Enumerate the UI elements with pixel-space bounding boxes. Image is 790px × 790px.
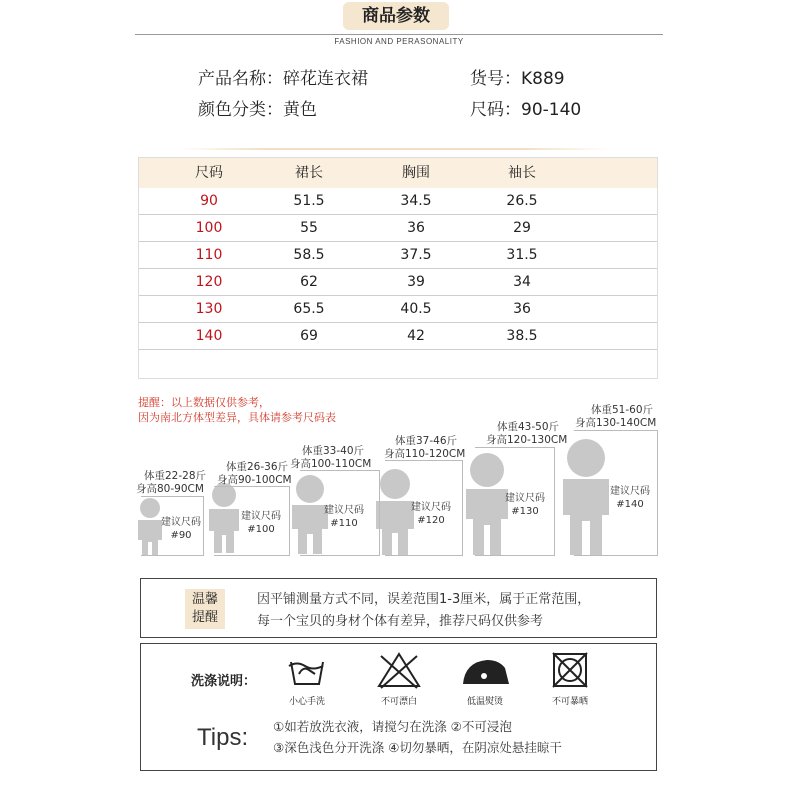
low-iron-caption: 低温熨烫 (466, 697, 503, 707)
page-title: 商品参数 (343, 2, 449, 30)
figure-height: 身高90-100CM (217, 474, 292, 486)
page-subtitle: FASHION AND PERASONALITY (334, 37, 464, 46)
tips-label: Tips: (197, 724, 249, 751)
low-iron-icon (463, 660, 509, 684)
cell-chest: 40.5 (400, 301, 432, 317)
cell-sleeve: 34 (513, 274, 531, 290)
figure-rec: 建议尺码 #120 (411, 502, 451, 526)
figure-height: 身高100-110CM (290, 458, 372, 470)
header-chest: 胸围 (402, 165, 430, 181)
cell-size: 130 (195, 301, 223, 317)
figure-rec: 建议尺码 #140 (610, 486, 650, 510)
cell-chest: 36 (407, 220, 425, 236)
figure-rec: 建议尺码 #110 (324, 505, 364, 529)
figure-height: 身高110-120CM (384, 448, 466, 460)
note-line-1: 提醒：以上数据仅供参考， (138, 396, 270, 409)
cell-sleeve: 26.5 (506, 193, 538, 209)
cell-size: 120 (195, 274, 223, 290)
cell-chest: 37.5 (400, 247, 432, 263)
cell-length: 55 (300, 220, 318, 236)
cell-sleeve: 36 (513, 301, 531, 317)
no-sun-dry-caption: 不可暴晒 (551, 697, 588, 707)
product-sku: 货号：K889 (470, 69, 565, 89)
header-sleeve: 袖长 (508, 165, 536, 181)
figure-weight: 体重51-60斤 (591, 404, 654, 416)
header-size: 尺码 (195, 165, 223, 181)
reminder-tag: 温馨 提醒 (185, 589, 225, 629)
tips-text: ①如若放洗衣液，请搅匀在洗涤 ②不可浸泡 ③深色浅色分开洗涤 ④切勿暴晒，在阴凉处悬挂晾干 (273, 719, 562, 755)
cell-sleeve: 38.5 (506, 328, 538, 344)
cell-size: 140 (195, 328, 223, 344)
figure-weight: 体重26-36斤 (226, 461, 289, 473)
cell-size: 110 (195, 247, 223, 263)
cell-length: 58.5 (293, 247, 325, 263)
reminder-box (140, 578, 657, 638)
figure-weight: 体重37-46斤 (395, 435, 458, 447)
no-sun-dry-icon (553, 653, 587, 687)
cell-size: 100 (195, 220, 223, 236)
wash-label: 洗涤说明： (191, 674, 257, 689)
hand-wash-caption: 小心手洗 (288, 697, 325, 707)
cell-length: 69 (300, 328, 318, 344)
figure-weight: 体重33-40斤 (302, 445, 365, 457)
note-line-2: 因为南北方体型差异，具体请参考尺码表 (138, 411, 336, 424)
figure-rec: 建议尺码 #130 (505, 493, 545, 517)
figure-height: 身高130-140CM (575, 417, 657, 429)
cell-size: 90 (200, 193, 218, 209)
figure-weight: 体重22-28斤 (144, 470, 207, 482)
cell-sleeve: 29 (513, 220, 531, 236)
header-length: 裙长 (295, 165, 323, 181)
figure-height: 身高80-90CM (136, 483, 204, 495)
figure-rec: 建议尺码 #100 (241, 511, 281, 535)
cell-length: 51.5 (293, 193, 325, 209)
cell-chest: 34.5 (400, 193, 432, 209)
cell-chest: 42 (407, 328, 425, 344)
cell-chest: 39 (407, 274, 425, 290)
product-name: 产品名称：碎花连衣裙 (198, 69, 368, 89)
reminder-text: 因平铺测量方式不同，误差范围1-3厘米，属于正常范围， 每一个宝贝的身材个体有差异，推荐尺码仅供参考 (257, 592, 591, 629)
cell-length: 65.5 (293, 301, 325, 317)
no-bleach-icon (379, 654, 419, 688)
cell-sleeve: 31.5 (506, 247, 538, 263)
no-bleach-caption: 不可漂白 (380, 697, 417, 707)
cell-length: 62 (300, 274, 318, 290)
hand-wash-icon (289, 662, 323, 684)
product-size-range: 尺码：90-140 (470, 100, 582, 120)
wash-box (140, 643, 657, 771)
figure-weight: 体重43-50斤 (497, 421, 560, 433)
figure-rec: 建议尺码 #90 (161, 517, 201, 541)
figure-height: 身高120-130CM (486, 434, 568, 446)
product-color: 颜色分类：黄色 (198, 100, 317, 120)
